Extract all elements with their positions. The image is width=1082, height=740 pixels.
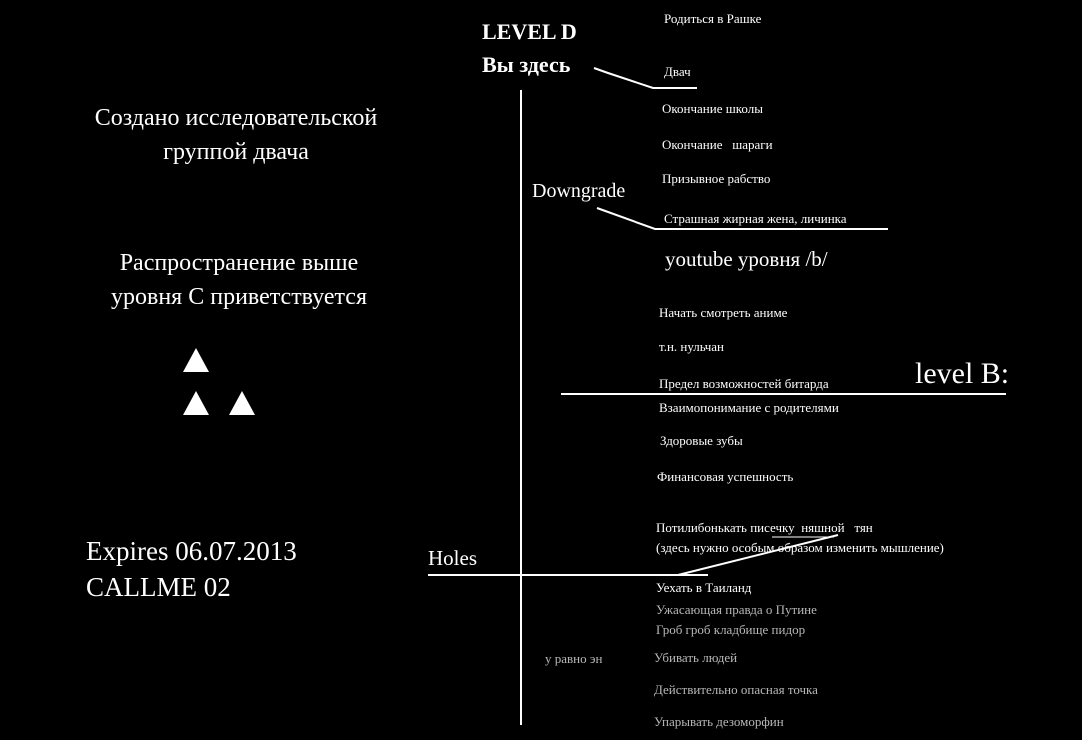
- item-conscription: Призывное рабство: [662, 171, 771, 186]
- spread-line-1: Распространение выше: [119, 250, 359, 276]
- item-healthy-teeth: Здоровые зубы: [660, 433, 743, 448]
- item-scary-wife: Страшная жирная жена, личинка: [664, 211, 847, 226]
- item-born-in-russia: Родиться в Рашке: [664, 11, 762, 26]
- spread-text: [0, 246, 478, 314]
- item-coffin: Гроб гроб кладбище пидор: [656, 622, 806, 637]
- item-parents: Взаимопонимание с родителями: [659, 400, 839, 415]
- item-kill-people: Убивать людей: [654, 650, 738, 665]
- item-tyan: [656, 520, 873, 536]
- item-dvach: Двач: [664, 64, 691, 79]
- expires-text: Expires 06.07.2013: [86, 536, 297, 566]
- level-d-title: LEVEL D: [482, 19, 577, 44]
- created-line-2: группой двача: [163, 139, 309, 165]
- item-dangerous-point: Действительно опасная точка: [654, 682, 818, 697]
- item-bitard-limit: Предел возможностей битарда: [659, 376, 829, 391]
- item-college-finish: Окончание шараги: [662, 137, 773, 152]
- item-tyan-part-1: Потилибонькать: [656, 520, 747, 535]
- item-desomorphine: Упарывать дезоморфин: [654, 714, 784, 729]
- level-b-label: level B:: [915, 357, 1010, 390]
- holes-label: Holes: [428, 546, 477, 570]
- spread-line-2: уровня С приветствуется: [111, 284, 367, 310]
- item-start-anime: Начать смотреть аниме: [659, 305, 788, 320]
- item-youtube-b: youtube уровня /b/: [665, 247, 828, 271]
- downgrade-label: Downgrade: [532, 180, 626, 202]
- created-line-1: Создано исследовательской: [94, 105, 378, 131]
- item-nulchan: т.н. нульчан: [659, 339, 724, 354]
- callme-text: CALLME 02: [86, 572, 231, 602]
- item-tyan-note: (здесь нужно особым образом изменить мышление): [656, 540, 944, 555]
- item-tyan-part-3: няшной: [801, 520, 845, 535]
- item-putin-truth: Ужасающая правда о Путине: [656, 602, 817, 617]
- item-financial-success: Финансовая успешность: [657, 469, 794, 484]
- created-by-text: [0, 101, 472, 169]
- y-equals-n-label: у равно эн: [545, 651, 603, 666]
- item-tyan-part-4: тян: [854, 520, 873, 535]
- item-tyan-part-2: писечку: [750, 520, 795, 535]
- triangle-top: [183, 348, 209, 372]
- item-thailand: Уехать в Таиланд: [656, 580, 752, 595]
- item-school-finish: Окончание школы: [662, 101, 763, 116]
- you-are-here-label: Вы здесь: [482, 52, 571, 77]
- triangle-bottom-left: [183, 391, 209, 415]
- triangle-bottom-right: [229, 391, 255, 415]
